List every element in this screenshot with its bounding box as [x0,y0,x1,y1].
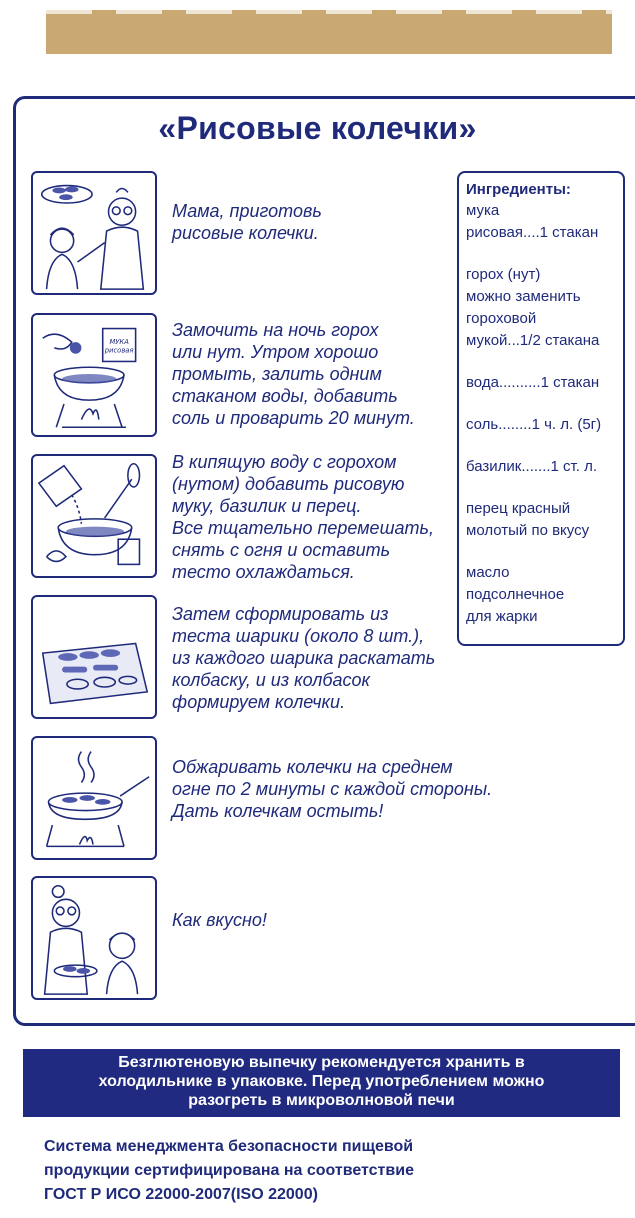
mother-serving-boy-image [31,876,157,1000]
mother-and-boy-pancakes-image [31,171,157,295]
ingredient-red-pepper: перец красный молотый по вкусу [466,500,590,539]
storage-note-banner: Безглютеновую выпечку рекомендуется хранить в холодильнике в упаковке. Перед употреблением можно разогреть в микроволновой печи [23,1049,620,1117]
step-4-text: Затем сформировать из теста шарики (около 8 шт.), из каждого шарика раскатать колбаску, и из колбасок формируем колечки. [172,604,436,712]
ingredient-basil: базилик.......1 ст. л. [466,458,598,475]
recipe-title: «Рисовые колечки» [158,110,477,146]
flour-pack-label: МУКА рисовая [104,338,134,355]
band-dashes [46,10,612,14]
step-3-text: В кипящую воду с горохом (нутом) добавить рисовую муку, базилик и перец. Все тщательно перемешать, снять с огня и оставить тесто охлаждаться. [172,452,434,582]
ingredients-box [457,171,625,646]
step-6-text: Как вкусно! [172,910,267,930]
step-2-text: Замочить на ночь горох или нут. Утром хорошо промыть, залить одним стаканом воды, добавить соль и проварить 20 минут. [172,320,415,428]
step-1-text: Мама, приготовь рисовые колечки. [172,201,322,243]
step-5-text: Обжаривать колечки на среднем огне по 2 минуты с каждой стороны. Дать колечкам остыть! [172,757,493,821]
mixing-bowl-flour-image [31,454,157,578]
ingredient-chickpeas: горох (нут) можно заменить гороховой мукой...1/2 стакана [466,266,600,349]
ingredient-salt: соль........1 ч. л. (5г) [466,416,602,433]
ingredient-water: вода..........1 стакан [466,374,600,391]
pot-on-stove-image [31,313,157,437]
ingredient-sunflower-oil: масло подсолнечное для жарки [466,564,565,625]
rings-on-tray-image [31,595,157,719]
ingredient-rice-flour: мука рисовая....1 стакан [466,202,599,241]
frying-pan-image [31,736,157,860]
package-top-band [46,10,612,54]
certification-text: Система менеджмента безопасности пищевой продукции сертифицирована на соответствие ГОСТ Р ИСО 22000-2007(ISO 22000) [44,1138,414,1203]
ingredients-title: Ингредиенты: [466,181,571,198]
